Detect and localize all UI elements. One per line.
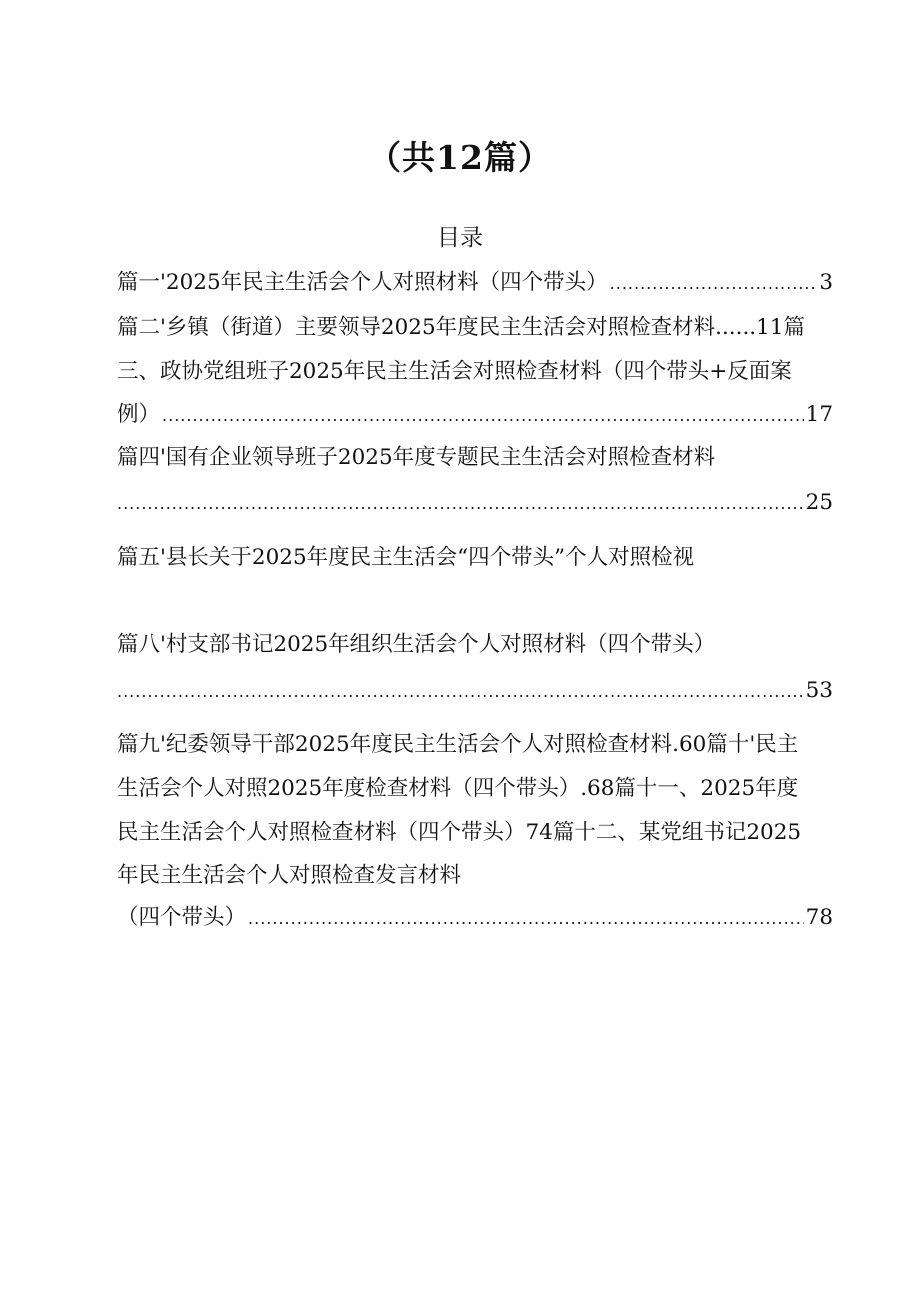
toc-entry-5[interactable]: 篇五'县长关于2025年度民主生活会“四个带头”个人对照检视 bbox=[117, 545, 695, 570]
dot-leader bbox=[610, 269, 818, 298]
dot-leader bbox=[248, 904, 804, 933]
toc-entry-1-text: 篇一'2025年民主生活会个人对照材料（四个带头） bbox=[117, 270, 608, 295]
toc-entry-2[interactable]: 篇二'乡镇（街道）主要领导2025年度民主生活会对照检查材料......11篇 bbox=[117, 315, 805, 340]
toc-entry-8[interactable]: 篇八'村支部书记2025年组织生活会个人对照材料（四个带头） bbox=[117, 632, 716, 657]
dot-leader bbox=[117, 677, 804, 706]
page-title: （共12篇） bbox=[368, 138, 552, 177]
dot-leader bbox=[117, 489, 804, 518]
dot-leader bbox=[162, 401, 804, 430]
toc-heading: 目录 bbox=[437, 225, 483, 251]
toc-entry-12-page: 78 bbox=[805, 905, 833, 930]
toc-entry-4-leader[interactable] bbox=[117, 488, 833, 518]
toc-entry-4[interactable]: 篇四'国有企业领导班子2025年度专题民主生活会对照检查材料 bbox=[117, 445, 716, 470]
toc-block-line-2[interactable]: 生活会个人对照2025年度检查材料（四个带头）.68篇十一、2025年度 bbox=[117, 776, 799, 801]
toc-entry-3-text: 例） bbox=[117, 402, 161, 427]
toc-entry-1-page: 3 bbox=[819, 270, 833, 295]
toc-block-line-1[interactable]: 篇九'纪委领导干部2025年度民主生活会个人对照检查材料.60篇十'民主 bbox=[117, 732, 799, 757]
toc-entry-4-page: 25 bbox=[805, 490, 833, 515]
toc-entry-1[interactable] bbox=[117, 268, 833, 298]
toc-entry-12[interactable] bbox=[117, 903, 833, 933]
toc-block-line-3[interactable]: 民主生活会个人对照检查材料（四个带头）74篇十二、某党组书记2025 bbox=[117, 820, 802, 845]
toc-entry-8-page: 53 bbox=[805, 678, 833, 703]
toc-entry-8-leader[interactable] bbox=[117, 676, 833, 706]
toc-entry-3-line-2[interactable] bbox=[117, 400, 833, 430]
toc-entry-12-text: （四个带头） bbox=[117, 905, 247, 930]
toc-entry-3-line-1[interactable]: 三、政协党组班子2025年民主生活会对照检查材料（四个带头+反面案 bbox=[117, 359, 792, 384]
toc-entry-3-page: 17 bbox=[805, 402, 833, 427]
toc-block-line-4[interactable]: 年民主生活会个人对照检查发言材料 bbox=[117, 863, 462, 888]
